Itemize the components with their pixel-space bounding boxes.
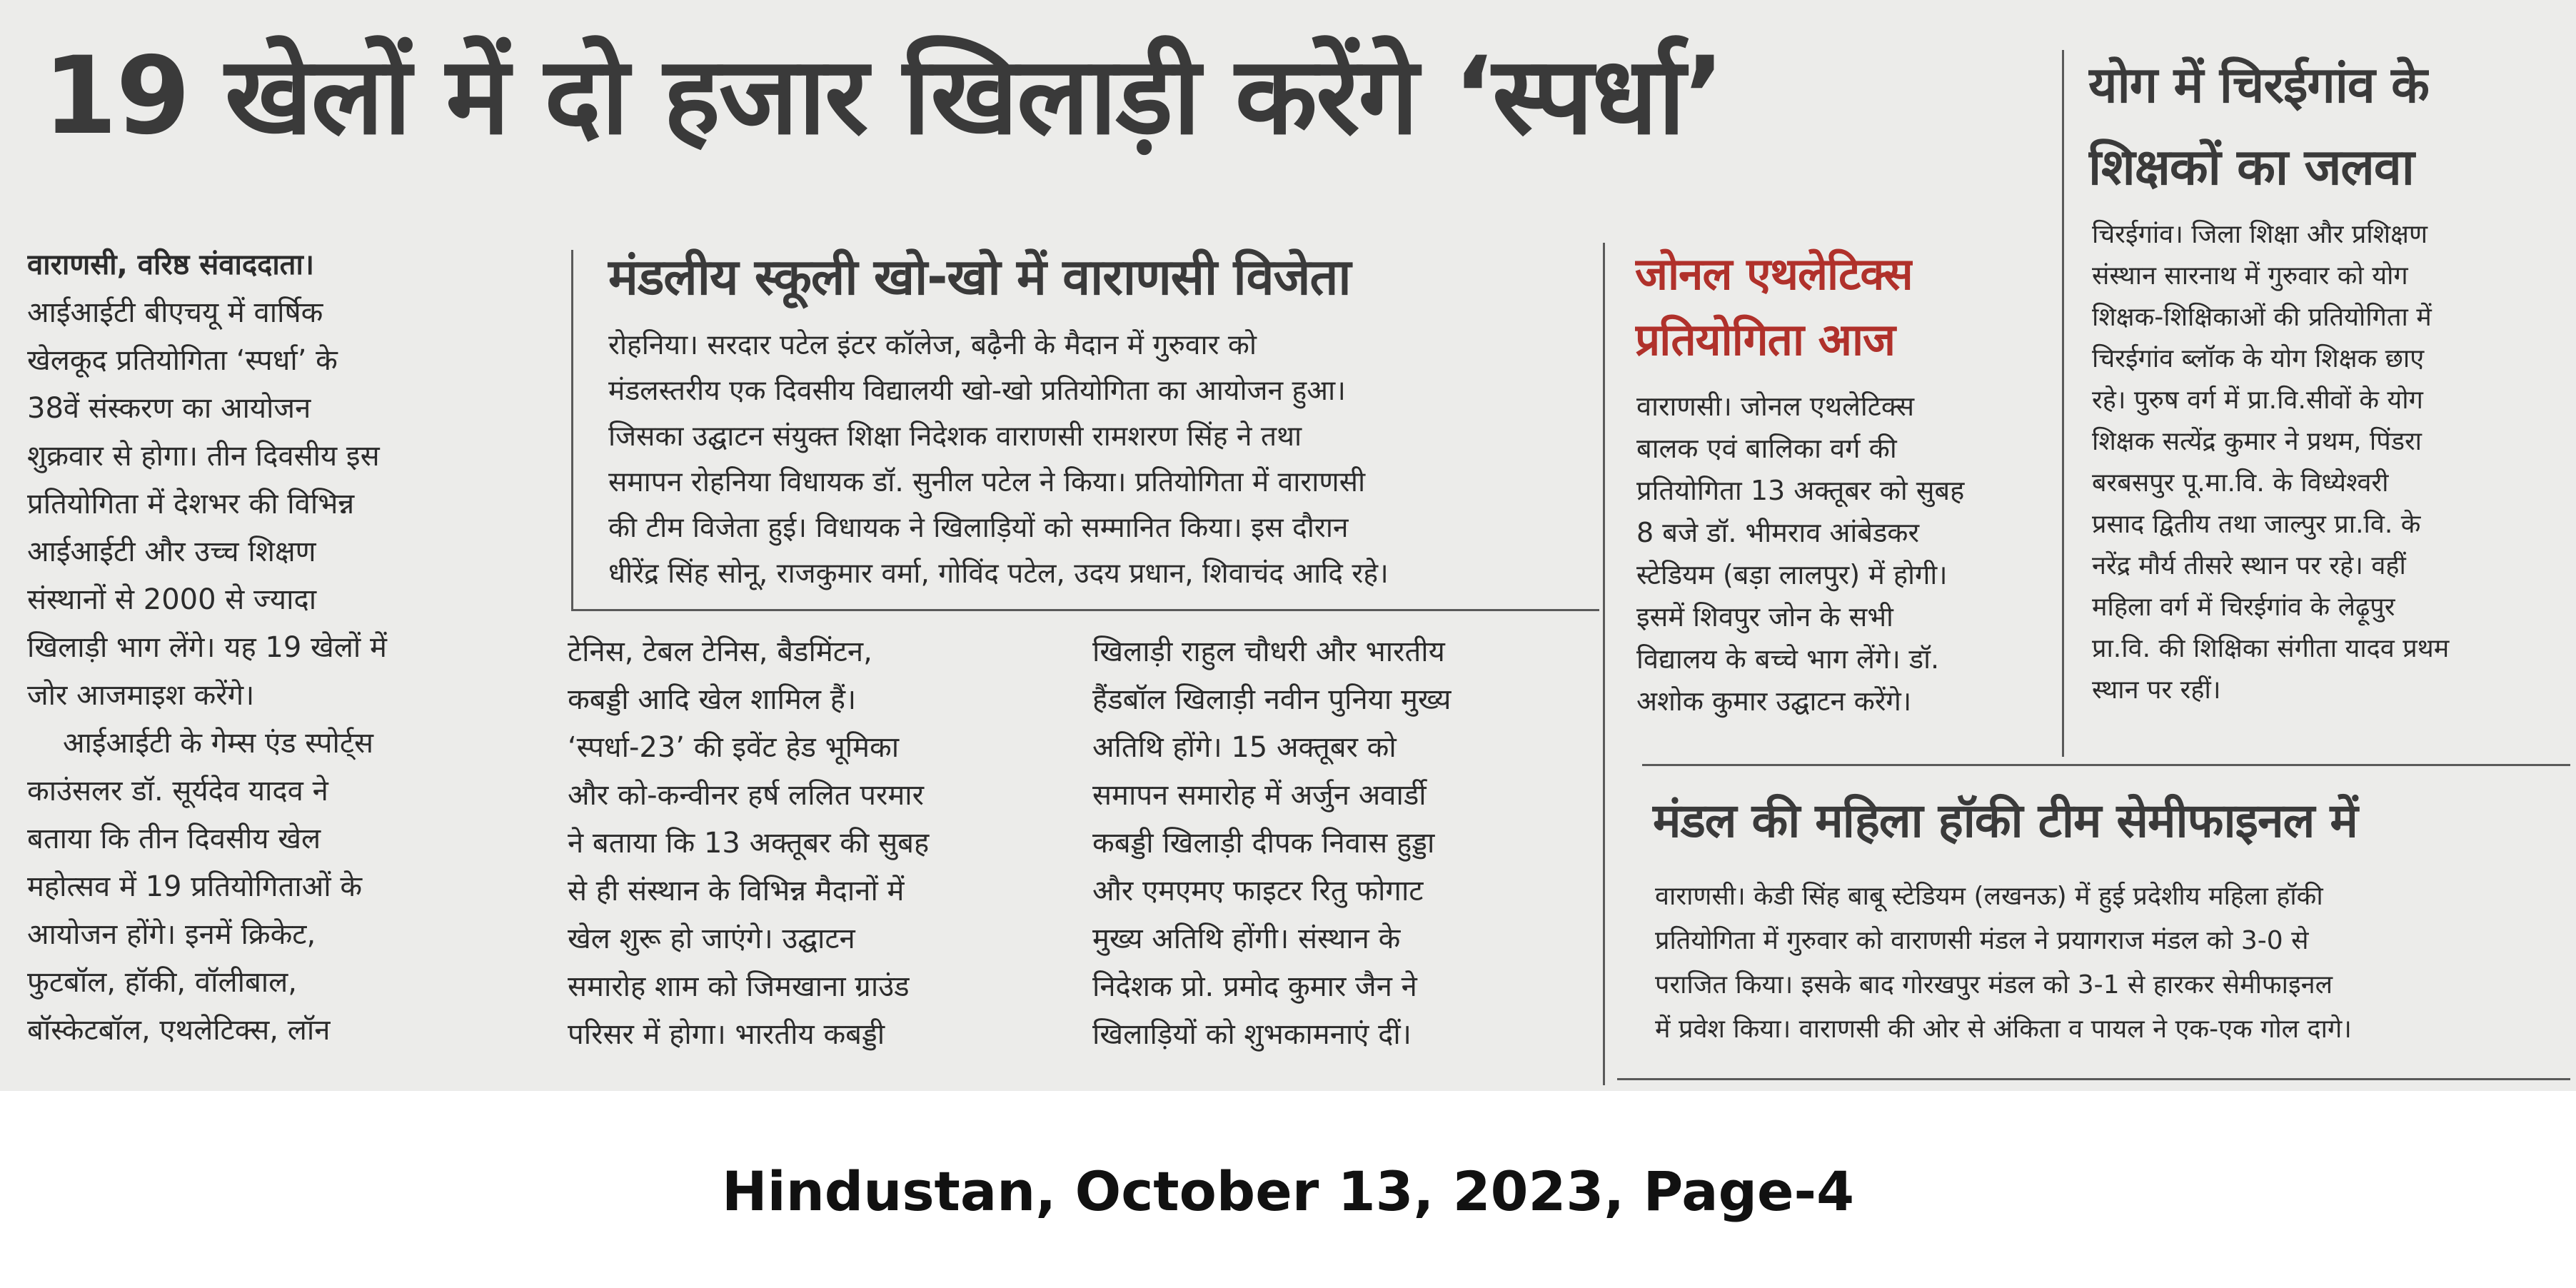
text-line: बरबसपुर पू.मा.वि. के विध्येश्वरी (2092, 468, 2389, 498)
text-line: हैंडबॉल खिलाड़ी नवीन पुनिया मुख्य (1092, 683, 1451, 716)
athletics-body (1636, 386, 2065, 723)
headline-line: प्रतियोगिता आज (1635, 313, 1896, 366)
main-story-column-3 (1092, 628, 1592, 1059)
text-line: कबड्डी खिलाड़ी दीपक निवास हुड्डा (1092, 827, 1435, 860)
text-line: मंडलस्तरीय एक दिवसीय विद्यालयी खो-खो प्रतियोगिता का आयोजन हुआ। (608, 375, 1346, 407)
main-story-column-1 (27, 241, 513, 1055)
text-line: काउंसलर डॉ. सूर्यदेव यादव ने (27, 775, 328, 807)
text-line: महिला वर्ग में चिरईगांव के लेढ़ूपुर (2092, 593, 2395, 622)
text-line: अतिथि होंगे। 15 अक्तूबर को (1092, 731, 1397, 764)
text-line: 38वें संस्करण का आयोजन (27, 392, 311, 425)
text-line: खिलाड़ियों को शुभकामनाएं दीं। (1092, 1018, 1412, 1051)
hockey-bottom-rule (1617, 1078, 2570, 1080)
text-line: शिक्षक सत्येंद्र कुमार ने प्रथम, पिंडरा (2092, 427, 2422, 456)
text-line: खिलाड़ी भाग लेंगे। यह 19 खेलों में (27, 631, 387, 664)
hockey-headline: मंडल की महिला हॉकी टीम सेमीफाइनल में (1653, 793, 2358, 848)
text-line: प्रतियोगिता में देशभर की विभिन्न (27, 488, 355, 520)
text-line: प्रसाद द्वितीय तथा जाल्पुर प्रा.वि. के (2092, 510, 2421, 539)
text-line: ‘स्पर्धा-23’ की इवेंट हेड भूमिका (568, 731, 900, 764)
text-line: महोत्सव में 19 प्रतियोगिताओं के (27, 870, 363, 903)
text-line: आईआईटी के गेम्स एंड स्पोर्ट्स (63, 727, 374, 760)
text-line: और को-कन्वीनर हर्ष ललित परमार (568, 779, 924, 812)
text-line: में प्रवेश किया। वाराणसी की ओर से अंकिता व पायल ने एक-एक गोल दागे। (1655, 1015, 2352, 1044)
text-line: आयोजन होंगे। इनमें क्रिकेट, (27, 918, 316, 951)
text-line: अशोक कुमार उद्घाटन करेंगे। (1636, 685, 1912, 717)
text-line: चिरईगांव। जिला शिक्षा और प्रशिक्षण (2092, 220, 2427, 249)
text-line: रोहनिया। सरदार पटेल इंटर कॉलेज, बढ़ैनी के मैदान में गुरुवार को (608, 329, 1257, 361)
text-line: प्रा.वि. की शिक्षिका संगीता यादव प्रथम (2092, 634, 2450, 663)
headline-line: योग में चिरईगांव के (2088, 56, 2429, 114)
hockey-body (1655, 875, 2562, 1052)
text-line: परिसर में होगा। भारतीय कबड्डी (568, 1018, 885, 1051)
headline-line: शिक्षकों का जलवा (2088, 138, 2414, 196)
yoga-body (2092, 214, 2556, 711)
athletics-headline (1635, 241, 1913, 373)
text-line: टेनिस, टेबल टेनिस, बैडमिंटन, (568, 635, 872, 668)
text-line: बालक एवं बालिका वर्ग की (1636, 433, 1897, 464)
text-line: खेल शुरू हो जाएंगे। उद्घाटन (568, 922, 855, 955)
kho-kho-box-bottom-rule (571, 609, 1599, 611)
main-story-column-2 (568, 628, 1053, 1059)
text-line: की टीम विजेता हुई। विधायक ने खिलाड़ियों को सम्मानित किया। इस दौरान (608, 512, 1349, 544)
kho-kho-headline: मंडलीय स्कूली खो-खो में वाराणसी विजेता (608, 248, 1351, 306)
text-line: प्रतियोगिता 13 अक्तूबर को सुबह (1636, 475, 1965, 506)
text-line: ने बताया कि 13 अक्तूबर की सुबह (568, 827, 930, 860)
text-line: फुटबॉल, हॉकी, वॉलीबाल, (27, 966, 297, 999)
text-line: निदेशक प्रो. प्रमोद कुमार जैन ने (1092, 970, 1417, 1003)
text-line: पराजित किया। इसके बाद गोरखपुर मंडल को 3-1 से हारकर सेमीफाइनल (1655, 970, 2333, 1000)
text-line: विद्यालय के बच्चे भाग लेंगे। डॉ. (1636, 643, 1940, 675)
text-line: प्रतियोगिता में गुरुवार को वाराणसी मंडल ने प्रयागराज मंडल को 3-0 से (1655, 926, 2309, 955)
text-line: आईआईटी बीएचयू में वार्षिक (27, 296, 323, 329)
text-line: वाराणसी। केडी सिंह बाबू स्टेडियम (लखनऊ) में हुई प्रदेशीय महिला हॉकी (1655, 882, 2323, 911)
text-line: 8 बजे डॉ. भीमराव आंबेडकर (1636, 517, 1920, 548)
main-headline: 19 खेलों में दो हजार खिलाड़ी करेंगे ‘स्पर्धा’ (43, 34, 1724, 159)
source-caption: Hindustan, October 13, 2023, Page-4 (722, 1159, 1854, 1223)
headline-line: जोनल एथलेटिक्स (1635, 248, 1913, 300)
text-line: और एमएमए फाइटर रितु फोगाट (1092, 875, 1424, 907)
text-line: इसमें शिवपुर जोन के सभी (1636, 601, 1893, 633)
kho-kho-body (608, 323, 1565, 597)
text-line: कबड्डी आदि खेल शामिल हैं। (568, 683, 857, 716)
text-line: स्टेडियम (बड़ा लालपुर) में होगी। (1636, 559, 1948, 590)
kho-kho-box-left-rule (571, 250, 573, 610)
text-line: मुख्य अतिथि होंगी। संस्थान के (1092, 922, 1401, 955)
text-line: स्थान पर रहीं। (2092, 675, 2221, 705)
text-line: संस्थान सारनाथ में गुरुवार को योग (2092, 261, 2408, 291)
yoga-left-rule (2062, 50, 2064, 757)
text-line: रहे। पुरुष वर्ग में प्रा.वि.सीवों के योग (2092, 386, 2423, 415)
hockey-top-rule (1642, 764, 2570, 766)
athletics-left-rule (1603, 243, 1605, 1085)
text-line: वाराणसी, वरिष्ठ संवाददाता। (27, 248, 315, 281)
text-line: समारोह शाम को जिमखाना ग्राउंड (568, 970, 910, 1003)
text-line: से ही संस्थान के विभिन्न मैदानों में (568, 875, 905, 907)
text-line: वाराणसी। जोनल एथलेटिक्स (1636, 391, 1915, 422)
text-line: शिक्षक-शिक्षिकाओं की प्रतियोगिता में (2092, 303, 2432, 332)
text-line: चिरईगांव ब्लॉक के योग शिक्षक छाए (2092, 344, 2425, 373)
text-line: शुक्रवार से होगा। तीन दिवसीय इस (27, 440, 380, 473)
text-line: खेलकूद प्रतियोगिता ‘स्पर्धा’ के (27, 344, 338, 377)
yoga-headline (2088, 44, 2429, 208)
text-line: नरेंद्र मौर्य तीसरे स्थान पर रहे। वहीं (2092, 551, 2406, 580)
text-line: बताया कि तीन दिवसीय खेल (27, 822, 321, 855)
text-line: बॉस्केटबॉल, एथलेटिक्स, लॉन (27, 1014, 331, 1047)
text-line: जोर आजमाइश करेंगे। (27, 679, 255, 712)
text-line: आईआईटी और उच्च शिक्षण (27, 535, 316, 568)
text-line: धीरेंद्र सिंह सोनू, राजकुमार वर्मा, गोविंद पटेल, उदय प्रधान, शिवाचंद आदि रहे। (608, 558, 1389, 590)
text-line: खिलाड़ी राहुल चौधरी और भारतीय (1092, 635, 1445, 668)
text-line: जिसका उद्घाटन संयुक्त शिक्षा निदेशक वाराणसी रामशरण सिंह ने तथा (608, 421, 1302, 453)
text-line: समापन रोहनिया विधायक डॉ. सुनील पटेल ने किया। प्रतियोगिता में वाराणसी (608, 466, 1366, 498)
text-line: संस्थानों से 2000 से ज्यादा (27, 583, 317, 616)
text-line: समापन समारोह में अर्जुन अवार्डी (1092, 779, 1427, 812)
